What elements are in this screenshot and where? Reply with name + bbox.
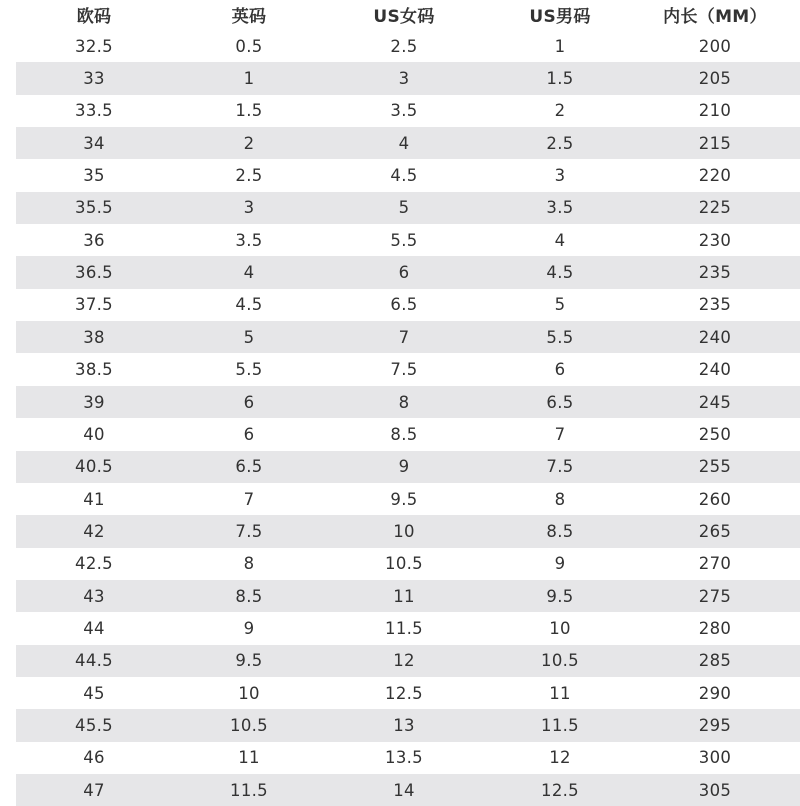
cell-us-men-size: 8 [554, 489, 566, 509]
header-us-women-size: US女码 [373, 7, 435, 28]
cell-eu-size: 38.5 [75, 360, 113, 380]
table-row [16, 30, 800, 62]
cell-inner-length: 215 [698, 133, 732, 153]
cell-eu-size: 40 [83, 424, 105, 444]
table-row [16, 256, 800, 288]
cell-inner-length: 255 [698, 457, 732, 477]
cell-us-men-size: 4 [554, 230, 566, 250]
cell-us-men-size: 7.5 [546, 457, 574, 477]
cell-inner-length: 245 [698, 392, 732, 412]
cell-uk-size: 1.5 [235, 101, 263, 121]
cell-uk-size: 3 [243, 198, 255, 218]
cell-us-men-size: 6.5 [546, 392, 574, 412]
cell-uk-size: 8.5 [235, 586, 263, 606]
table-header-row [16, 0, 800, 31]
cell-inner-length: 270 [698, 554, 732, 574]
cell-inner-length: 260 [698, 489, 732, 509]
cell-eu-size: 41 [83, 489, 105, 509]
table-row [16, 386, 800, 418]
cell-uk-size: 11.5 [230, 780, 268, 800]
cell-eu-size: 33.5 [75, 101, 113, 121]
table-row [16, 451, 800, 483]
cell-inner-length: 240 [698, 327, 732, 347]
cell-us-women-size: 7.5 [390, 360, 418, 380]
cell-inner-length: 295 [698, 716, 732, 736]
table-row [16, 354, 800, 386]
table-row [16, 774, 800, 806]
cell-us-women-size: 11 [393, 586, 415, 606]
cell-us-women-size: 4.5 [390, 166, 418, 186]
cell-eu-size: 35 [83, 166, 105, 186]
cell-inner-length: 220 [698, 166, 732, 186]
cell-us-men-size: 11.5 [541, 716, 579, 736]
cell-eu-size: 33 [83, 69, 105, 89]
cell-us-men-size: 1 [554, 36, 566, 56]
cell-uk-size: 5.5 [235, 360, 263, 380]
cell-us-women-size: 5.5 [390, 230, 418, 250]
cell-inner-length: 275 [698, 586, 732, 606]
table-row [16, 289, 800, 321]
cell-us-women-size: 3.5 [390, 101, 418, 121]
cell-eu-size: 35.5 [75, 198, 113, 218]
cell-us-men-size: 10.5 [541, 651, 579, 671]
table-row [16, 709, 800, 741]
cell-us-women-size: 10.5 [385, 554, 423, 574]
table-row [16, 159, 800, 191]
cell-inner-length: 290 [698, 683, 732, 703]
cell-uk-size: 6 [243, 424, 255, 444]
cell-inner-length: 205 [698, 69, 732, 89]
cell-inner-length: 280 [698, 618, 732, 638]
cell-inner-length: 265 [698, 521, 732, 541]
cell-us-men-size: 9.5 [546, 586, 574, 606]
cell-uk-size: 7 [243, 489, 255, 509]
cell-eu-size: 45 [83, 683, 105, 703]
header-inner-length: 内长（MM） [663, 7, 767, 28]
table-row [16, 321, 800, 353]
table-row [16, 62, 800, 94]
cell-inner-length: 210 [698, 101, 732, 121]
cell-eu-size: 36 [83, 230, 105, 250]
cell-uk-size: 6 [243, 392, 255, 412]
cell-eu-size: 39 [83, 392, 105, 412]
header-us-men-size: US男码 [529, 7, 591, 28]
table-row [16, 224, 800, 256]
cell-eu-size: 40.5 [75, 457, 113, 477]
cell-eu-size: 43 [83, 586, 105, 606]
table-row [16, 95, 800, 127]
cell-inner-length: 235 [698, 295, 732, 315]
cell-uk-size: 11 [238, 748, 260, 768]
cell-uk-size: 9.5 [235, 651, 263, 671]
table-row [16, 580, 800, 612]
cell-us-women-size: 13.5 [385, 748, 423, 768]
cell-uk-size: 5 [243, 327, 255, 347]
cell-eu-size: 44 [83, 618, 105, 638]
cell-us-men-size: 9 [554, 554, 566, 574]
cell-uk-size: 7.5 [235, 521, 263, 541]
cell-us-men-size: 6 [554, 360, 566, 380]
cell-inner-length: 235 [698, 263, 732, 283]
table-row [16, 677, 800, 709]
table-row [16, 612, 800, 644]
cell-eu-size: 47 [83, 780, 105, 800]
table-row [16, 127, 800, 159]
cell-us-women-size: 13 [393, 716, 415, 736]
header-eu-size: 欧码 [76, 7, 112, 28]
cell-eu-size: 32.5 [75, 36, 113, 56]
cell-us-women-size: 6 [398, 263, 410, 283]
cell-uk-size: 6.5 [235, 457, 263, 477]
cell-eu-size: 36.5 [75, 263, 113, 283]
cell-eu-size: 34 [83, 133, 105, 153]
cell-inner-length: 305 [698, 780, 732, 800]
cell-uk-size: 4 [243, 263, 255, 283]
cell-eu-size: 42 [83, 521, 105, 541]
cell-us-men-size: 3 [554, 166, 566, 186]
table-row [16, 548, 800, 580]
cell-us-men-size: 8.5 [546, 521, 574, 541]
cell-inner-length: 225 [698, 198, 732, 218]
cell-us-women-size: 11.5 [385, 618, 423, 638]
cell-eu-size: 45.5 [75, 716, 113, 736]
cell-us-women-size: 4 [398, 133, 410, 153]
cell-inner-length: 240 [698, 360, 732, 380]
cell-eu-size: 37.5 [75, 295, 113, 315]
cell-us-men-size: 7 [554, 424, 566, 444]
table-row [16, 515, 800, 547]
cell-uk-size: 9 [243, 618, 255, 638]
cell-us-men-size: 12 [549, 748, 571, 768]
cell-inner-length: 300 [698, 748, 732, 768]
table-row [16, 418, 800, 450]
cell-inner-length: 230 [698, 230, 732, 250]
cell-uk-size: 2 [243, 133, 255, 153]
cell-us-women-size: 9 [398, 457, 410, 477]
table-row [16, 742, 800, 774]
cell-us-men-size: 2.5 [546, 133, 574, 153]
cell-us-men-size: 12.5 [541, 780, 579, 800]
cell-us-men-size: 10 [549, 618, 571, 638]
cell-us-men-size: 11 [549, 683, 571, 703]
cell-eu-size: 38 [83, 327, 105, 347]
cell-uk-size: 3.5 [235, 230, 263, 250]
cell-eu-size: 44.5 [75, 651, 113, 671]
cell-us-women-size: 12 [393, 651, 415, 671]
cell-us-women-size: 2.5 [390, 36, 418, 56]
cell-us-women-size: 8 [398, 392, 410, 412]
cell-uk-size: 2.5 [235, 166, 263, 186]
cell-inner-length: 285 [698, 651, 732, 671]
cell-us-women-size: 9.5 [390, 489, 418, 509]
cell-us-women-size: 3 [398, 69, 410, 89]
cell-uk-size: 0.5 [235, 36, 263, 56]
cell-us-women-size: 14 [393, 780, 415, 800]
cell-us-women-size: 12.5 [385, 683, 423, 703]
table-row [16, 645, 800, 677]
cell-us-men-size: 5.5 [546, 327, 574, 347]
cell-us-men-size: 1.5 [546, 69, 574, 89]
cell-us-men-size: 3.5 [546, 198, 574, 218]
cell-uk-size: 1 [243, 69, 255, 89]
cell-eu-size: 42.5 [75, 554, 113, 574]
cell-us-men-size: 5 [554, 295, 566, 315]
cell-inner-length: 250 [698, 424, 732, 444]
cell-us-men-size: 4.5 [546, 263, 574, 283]
cell-eu-size: 46 [83, 748, 105, 768]
cell-us-women-size: 5 [398, 198, 410, 218]
cell-uk-size: 4.5 [235, 295, 263, 315]
cell-inner-length: 200 [698, 36, 732, 56]
table-row [16, 192, 800, 224]
cell-us-women-size: 10 [393, 521, 415, 541]
header-uk-size: 英码 [231, 7, 267, 28]
cell-uk-size: 10.5 [230, 716, 268, 736]
cell-us-men-size: 2 [554, 101, 566, 121]
cell-us-women-size: 6.5 [390, 295, 418, 315]
cell-us-women-size: 8.5 [390, 424, 418, 444]
cell-uk-size: 8 [243, 554, 255, 574]
table-row [16, 483, 800, 515]
cell-us-women-size: 7 [398, 327, 410, 347]
cell-uk-size: 10 [238, 683, 260, 703]
